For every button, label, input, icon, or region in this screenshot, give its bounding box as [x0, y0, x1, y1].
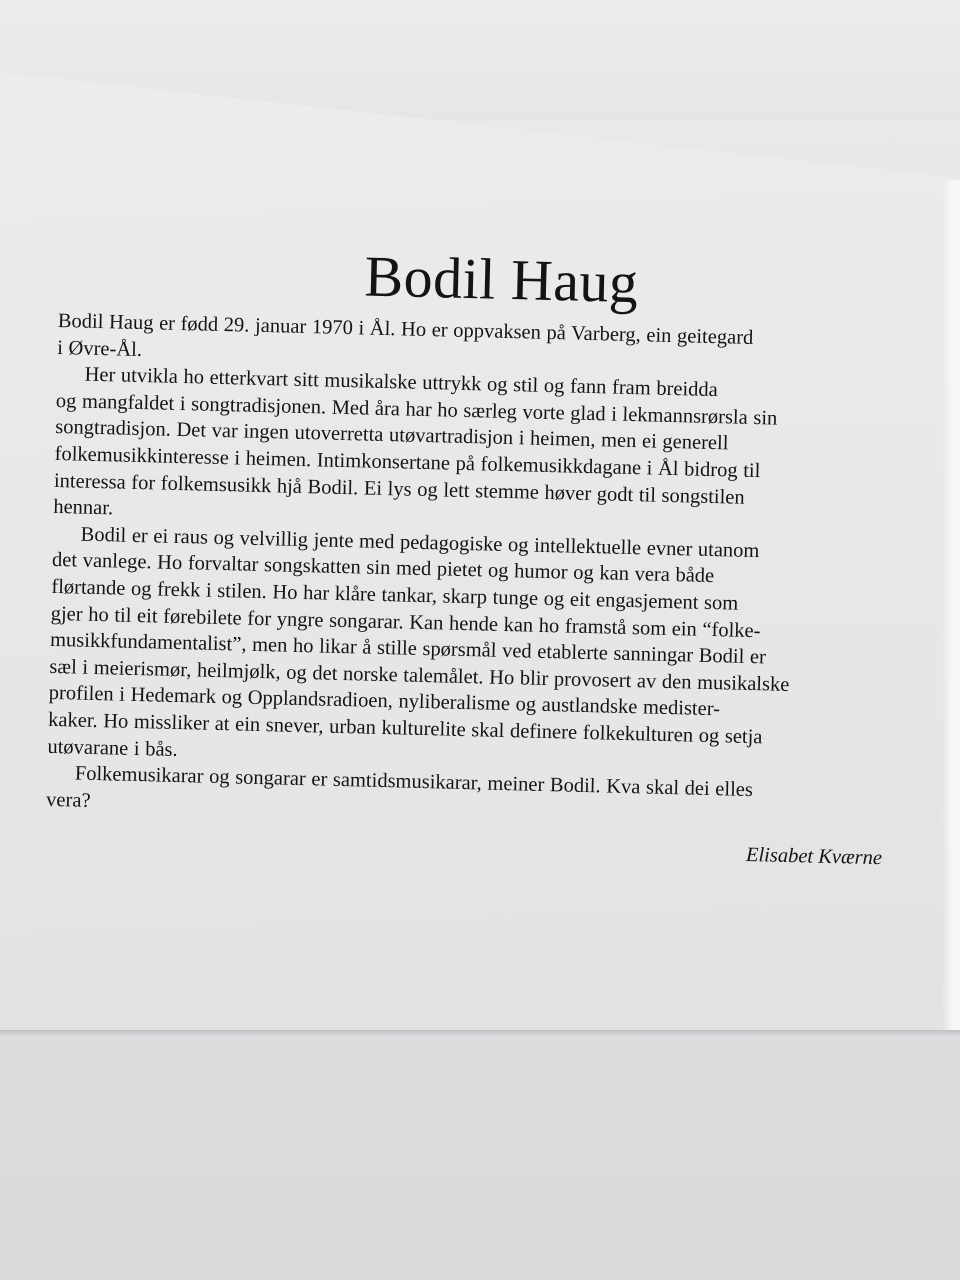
author-signature: Elisabet Kværne	[745, 844, 883, 870]
article-paragraph-2: Her utvikla ho etterkvart sitt musikalske uttrykk og stil og fann fram breidda og mangfaldet i songtradisjonen. Med åra har ho særleg vorte glad i lekmannsrørsla sin songtradisjon. Det var ingen utoverretta utøvartradisjon i heimen, men ei generell folkemusikkinteresse i heimen. Intimkonsertane på folkemusikkdagane i Ål bidrog til interessa for folkemsusikk hjå Bodil. Ei lys og lett stemme høver godt til songstilen hennar.	[53, 363, 778, 520]
article-paragraph-1: Bodil Haug er fødd 29. januar 1970 i Ål. Ho er oppvaksen på Varberg, ein geitegard i Øvre-Ål.	[56, 309, 754, 361]
book-spine-edge	[942, 180, 960, 1035]
page-bottom-edge	[0, 1030, 960, 1038]
article-title: Bodil Haug	[363, 243, 640, 316]
article-paragraph-4: Folkemusikarar og songarar er samtidsmusikarar, meiner Bodil. Kva skal dei elles vera?	[45, 762, 754, 812]
article	[45, 235, 905, 871]
article-paragraph-3: Bodil er ei raus og velvillig jente med pedagogiske og intellektuelle evner utanom det vanlege. Ho forvaltar songskatten sin med pietet og humor og kan vera både flørtande og frekk i stilen. Ho har klåre tankar, skarp tunge og eit engasjement som gjer ho til eit førebilete for yngre songarar. Kan hende kan ho framstå som ein “folke- musikkfundamentalist”, men ho likar å stille spørsmål ved etablerte sanningar Bodil er sæl i meierismør, heilmjølk, og det norske talemålet. Ho blir provosert av den musikalske profilen i Hedemark og Opplandsradioen, nyliberalisme og austlandske medister- kaker. Ho missliker at ein snever, urban kulturelite skal definere folkekulturen og setja utøvarane i bås.	[47, 523, 790, 761]
